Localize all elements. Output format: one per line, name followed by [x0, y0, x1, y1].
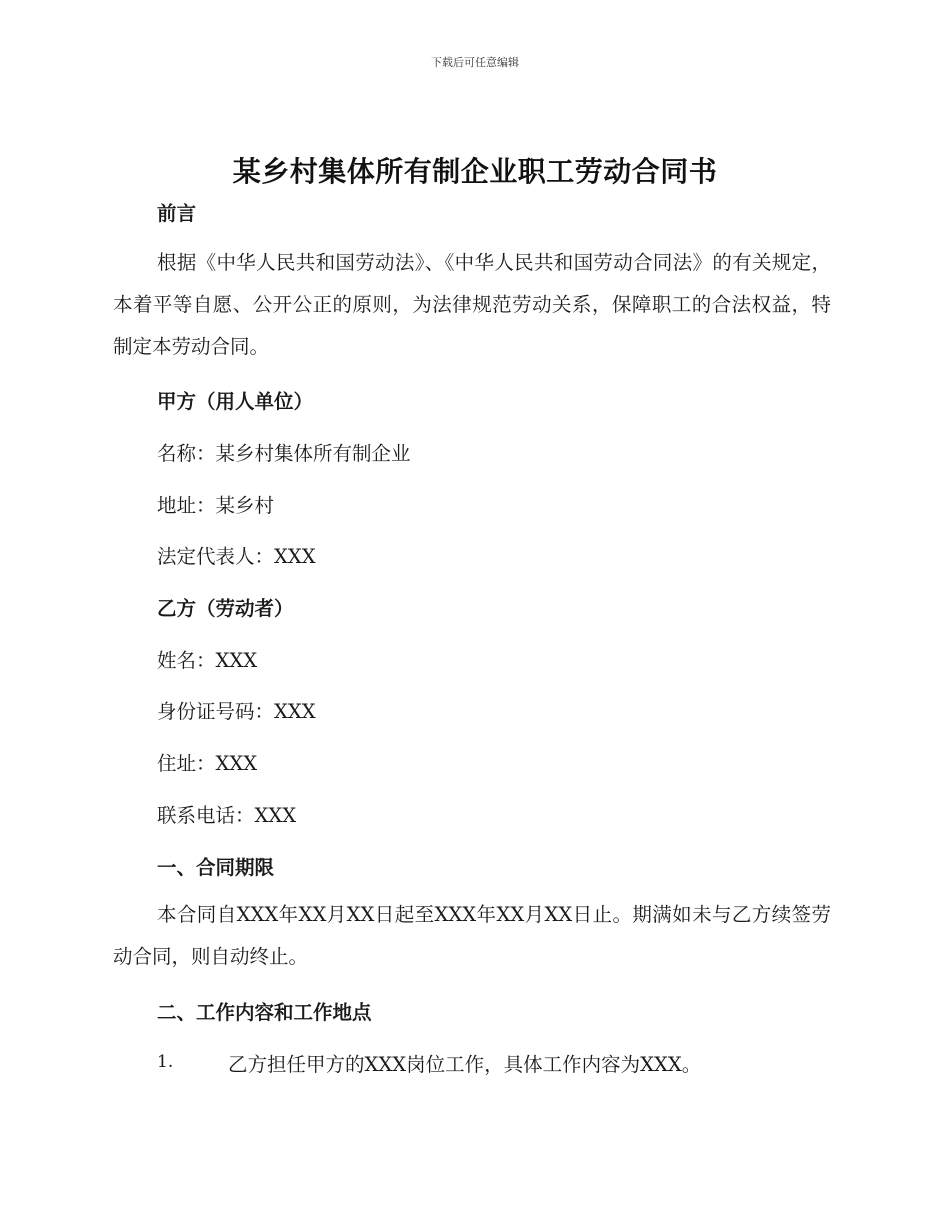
party-b-name: 姓名：XXX [157, 649, 258, 672]
preface-paragraph: 根据《中华人民共和国劳动法》、《中华人民共和国劳动合同法》的有关规定，本着平等自愿、公开公正的原则，为法律规范劳动关系，保障职工的合法权益，特制定本劳动合同。 [113, 251, 831, 358]
party-a-representative: 法定代表人：XXX [157, 545, 316, 568]
party-b-address: 住址：XXX [157, 752, 258, 775]
list-item-text: 乙方担任甲方的XXX岗位工作，具体工作内容为XXX。 [228, 1053, 702, 1076]
section1-heading: 一、合同期限 [157, 856, 275, 879]
header-note: 下载后可任意编辑 [431, 56, 519, 69]
party-b-phone: 联系电话：XXX [157, 804, 297, 827]
party-a-name: 名称：某乡村集体所有制企业 [157, 442, 411, 465]
section2-heading: 二、工作内容和工作地点 [157, 1001, 372, 1024]
party-a-address: 地址：某乡村 [157, 494, 275, 517]
preface-heading: 前言 [157, 202, 197, 225]
document-title: 某乡村集体所有制企业职工劳动合同书 [232, 155, 718, 188]
party-b-id-number: 身份证号码：XXX [157, 700, 316, 723]
party-a-heading: 甲方（用人单位） [157, 390, 314, 413]
list-item-number: 1. [157, 1052, 174, 1072]
party-b-heading: 乙方（劳动者） [157, 597, 294, 620]
section1-paragraph: 本合同自XXX年XX月XX日起至XXX年XX月XX日止。期满如未与乙方续签劳动合同，则自动终止。 [113, 903, 831, 968]
